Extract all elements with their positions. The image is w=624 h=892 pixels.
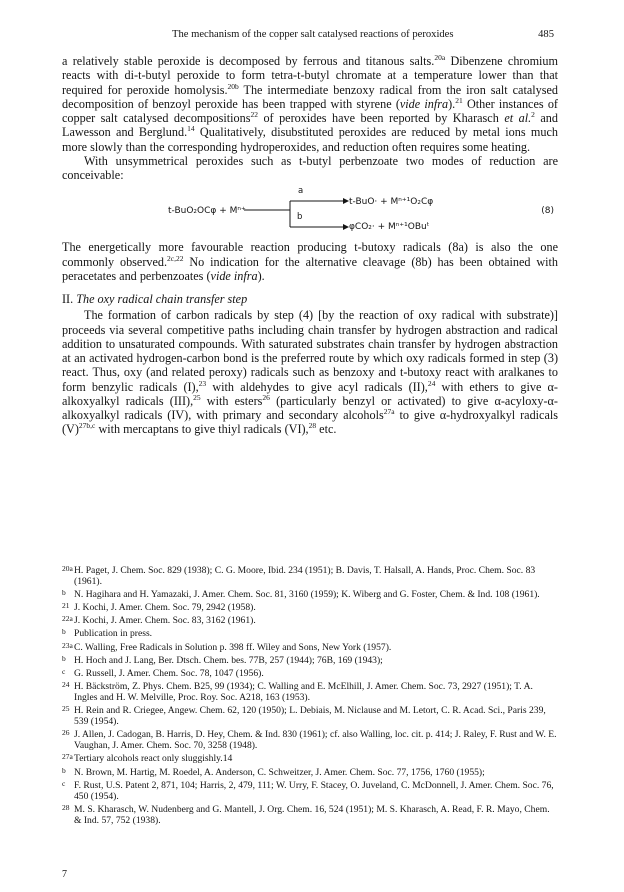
footnote: b N. Hagihara and H. Yamazaki, J. Amer. Chem. Soc. 81, 3160 (1959); K. Wiberg and G. Foster, Chem. & Ind. 108 (1961). — [62, 588, 540, 601]
ref-20a: 20a — [434, 52, 446, 62]
page-number: 485 — [538, 29, 554, 40]
footnotes — [62, 563, 558, 826]
footnote: 24 H. Bäckström, Z. Phys. Chem. B25, 99 (1934); C. Walling and E. McElhill, J. Amer. Chem. Soc. 73, 2927 (1951); T. A. Ingles and H. W. Melville, Proc. Roy. Soc. A218, 163 (1953). — [62, 679, 533, 703]
ref-26: 26 — [262, 392, 270, 402]
ref-28: 28 — [308, 421, 317, 431]
ref-23: 23 — [198, 378, 207, 388]
section-number: II. — [62, 292, 74, 306]
footnote: b H. Hoch and J. Lang, Ber. Dtsch. Chem. bes. 77B, 257 (1944); 76B, 169 (1943); — [62, 653, 383, 666]
footnote: 21 J. Kochi, J. Amer. Chem. Soc. 79, 2942 (1958). — [62, 601, 256, 614]
ref-2c-22: 2c,22 — [167, 253, 184, 263]
footnote: b Publication in press. — [62, 627, 153, 640]
running-header — [62, 29, 558, 43]
body-text — [62, 54, 558, 437]
section-title: The oxy radical chain transfer step — [76, 292, 248, 306]
scheme-label-a: a — [298, 186, 304, 197]
scheme-label-b: b — [297, 212, 303, 223]
ref-25: 25 — [193, 392, 201, 402]
ref-21: 21 — [455, 95, 463, 105]
ref-27a: 27a — [383, 406, 395, 416]
running-title: The mechanism of the copper salt catalysed reactions of peroxides — [172, 29, 454, 40]
section-heading — [62, 292, 558, 306]
paragraph-chain-transfer: The formation of carbon radicals by step (4) [by the reaction of oxy radical with substrate)] proceeds via several competitive paths including chain transfer by hydrogen abstraction and radical addition to unsaturated compounds. With saturated substrates chain transfer by hydrogen abstraction at an activated hydrogen-carbon bond is the preferred route by which oxy radicals formed in step (3) react. Thus, oxy (and related peroxy) radicals such as benzoxy and t-butoxy react with aralkanes to form benzylic radicals (I),$^{23}$ with aldehydes to give acyl radicals (II),$^{24}$ with ethers to give α-alkoxyalkyl radicals (III),$^{25}$ with esters$^{26}$ (particularly benzyl or activated) to give α-acyloxy-α-alkoxyalkyl radicals (IV), with primary and secondary alcohols$^{27a}$ to give α-hydroxyalkyl radicals $(V)^{27b,c}$ with mercaptans to give thiyl radicals (VI),$^{28}$ etc. — [62, 308, 559, 437]
ref-24: 24 — [427, 378, 436, 388]
ref-22: 22 — [250, 109, 258, 119]
equation-number: (8) — [541, 206, 554, 217]
footnote: 25 H. Rein and R. Criegee, Angew. Chem. 62, 120 (1950); L. Debiais, M. Niclause and M. Letort, C. R. Acad. Sci., Paris 239, 539 (1954). — [62, 704, 546, 728]
paragraph-energetics: The energetically more favourable reaction producing t-butoxy radicals (8a) is also the one commonly observed.$^{2c,22}$ No indication for the alternative cleavage (8b) has been obtained with peracetates and perbenzoates (vide infra). — [62, 240, 558, 283]
paragraph-unsymmetrical: With unsymmetrical peroxides such as t-butyl perbenzoate two modes of reduction are conceivable: — [62, 153, 558, 182]
scheme-product-b: φCO₂· + Mⁿ⁺¹OBuᵗ — [349, 222, 430, 233]
ref-20b: 20b — [227, 81, 239, 91]
footnote: b N. Brown, M. Hartig, M. Roedel, A. Anderson, C. Schweitzer, J. Amer. Chem. Soc. 77, 1756, 1760 (1955); — [62, 765, 485, 778]
footnote: 20aH. Paget, J. Chem. Soc. 829 (1938); C. G. Moore, Ibid. 234 (1951); B. Davis, T. Halsall, A. Hands, Proc. Chem. Soc. 83 (1961). — [62, 564, 536, 588]
reaction-arrows — [62, 182, 558, 240]
ref-2: 2 — [531, 109, 535, 119]
ref-14: 14 — [187, 124, 195, 134]
scheme-reactant: t-BuO₂OCφ + Mⁿ⁺ — [168, 206, 246, 217]
footnote: 27aTertiary alcohols react only sluggishly.14 — [62, 752, 233, 765]
paragraph-continued: a relatively stable peroxide is decomposed by ferrous and titanous salts.$^{20a}$ Dibenzene chromium reacts with di-t-butyl peroxide to form tetra-t-butyl chromate at a temperature lower than that required for peroxide homolysis.$^{20b}$ The intermediate benzoxy radical from the iron salt catalysed decomposition of benzoyl peroxide has been trapped with styrene (vide infra).$^{21}$ Other instances of copper salt catalysed decompositions$^{22}$ of peroxides have been reported by Kharasch et al.$^2$ and Lawesson and Berglund.$^{14}$ Qualitatively, disubstituted peroxides are reduced by metal ions much more slowly than the corresponding hydroperoxides, and reduction often requires some heating. — [62, 52, 559, 154]
footnote: 26 J. Allen, J. Cadogan, B. Harris, D. Hey, Chem. & Ind. 830 (1961); cf. also Walling, loc. cit. p. 414; J. Raley, F. Rust and W. E. Vaughan, J. Amer. Chem. Soc. 70, 3258 (1948). — [62, 728, 557, 752]
footnote: c G. Russell, J. Amer. Chem. Soc. 78, 1047 (1956). — [62, 666, 264, 679]
ref-27bc: 27b,c — [78, 421, 96, 431]
signature-mark: 7 — [62, 869, 67, 880]
footnote: c F. Rust, U.S. Patent 2, 871, 104; Harris, 2, 479, 111; W. Urry, F. Stacey, O. Juveland, C. McDonnell, J. Amer. Chem. Soc. 76, 450 (1954). — [62, 778, 554, 802]
scheme-product-a: t-BuO· + Mⁿ⁺¹O₂Cφ — [349, 197, 434, 208]
footnote: 28 M. S. Kharasch, W. Nudenberg and G. Mantell, J. Org. Chem. 16, 524 (1951); M. S. Kharasch, A. Read, F. R. Mayo, Chem. & Ind. 57, 752 (1938). — [62, 802, 550, 826]
footnote: 22aJ. Kochi, J. Amer. Chem. Soc. 83, 3162 (1961). — [62, 614, 256, 627]
reaction-scheme — [62, 182, 558, 240]
footnote: 23aC. Walling, Free Radicals in Solution p. 398 ff. Wiley and Sons, New York (1957). — [62, 640, 392, 653]
